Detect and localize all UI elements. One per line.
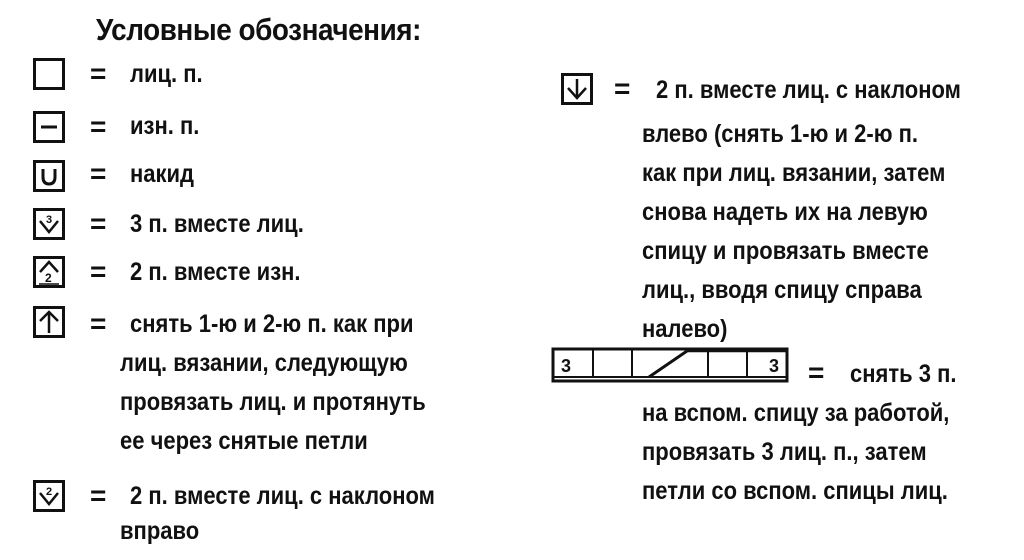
- legend-line: лиц., вводя спицу справа: [642, 276, 922, 304]
- equals-sign: =: [90, 480, 107, 511]
- cable-3-over-3-back-icon: [551, 345, 791, 385]
- equals-sign: =: [90, 111, 107, 142]
- equals-sign: =: [90, 158, 107, 189]
- symbol-mark: 2: [46, 486, 53, 498]
- legend-line: снять 1-ю и 2-ю п. как при: [130, 310, 414, 338]
- cable-mark-left: 3: [561, 356, 572, 376]
- legend-line: ее через снятые петли: [120, 427, 368, 455]
- legend-line: снять 3 п.: [850, 360, 957, 388]
- legend-item-text: [656, 71, 961, 110]
- legend-line: накид: [130, 160, 195, 188]
- legend-line: лиц. вязании, следующую: [120, 349, 408, 377]
- equals-sign: =: [808, 357, 825, 388]
- legend-item-continuation: [642, 115, 945, 349]
- legend-item-continuation: [642, 394, 949, 511]
- knit-3-together-icon: [33, 208, 65, 240]
- legend-line: 2 п. вместе лиц. с наклоном: [130, 482, 435, 510]
- legend-item-text: [130, 205, 304, 244]
- equals-sign: =: [90, 58, 107, 89]
- legend-line: петли со вспом. спицы лиц.: [642, 477, 948, 505]
- legend-line: спицу и провязать вместе: [642, 237, 929, 265]
- legend-item-text: [850, 355, 957, 394]
- knit-2-together-left-icon: [561, 73, 593, 105]
- legend-line: 2 п. вместе изн.: [130, 258, 301, 286]
- legend-line: влево (снять 1-ю и 2-ю п.: [642, 120, 919, 148]
- legend-line: вправо: [120, 517, 200, 545]
- legend-line: провязать лиц. и протянуть: [120, 388, 426, 416]
- legend-line: изн. п.: [130, 112, 200, 140]
- legend-item-text: [130, 107, 199, 146]
- equals-sign: =: [90, 208, 107, 239]
- knit-2-together-right-icon: [33, 480, 65, 512]
- legend-line: лиц. п.: [130, 60, 203, 88]
- yarn-over-icon: [33, 160, 65, 192]
- cable-mark-right: 3: [769, 356, 780, 376]
- legend-line: на вспом. спицу за работой,: [642, 399, 950, 427]
- legend-line: провязать 3 лиц. п., затем: [642, 438, 927, 466]
- purl-2-together-icon: [33, 256, 65, 288]
- legend-item-text: [130, 477, 435, 516]
- legend-line: 2 п. вместе лиц. с наклоном: [656, 76, 961, 104]
- legend-item-continuation: [120, 512, 199, 551]
- legend-item-text: [130, 305, 413, 344]
- legend-item-text: [130, 55, 203, 94]
- purl-stitch-icon: [33, 111, 65, 143]
- equals-sign: =: [90, 256, 107, 287]
- legend-item-text: [130, 253, 301, 292]
- legend-item-continuation: [120, 344, 426, 461]
- symbol-mark: 3: [46, 214, 53, 226]
- legend-line: снова надеть их на левую: [642, 198, 928, 226]
- legend-line: 3 п. вместе лиц.: [130, 210, 304, 238]
- equals-sign: =: [90, 308, 107, 339]
- legend-line: как при лиц. вязании, затем: [642, 159, 946, 187]
- knit-stitch-icon: [33, 58, 65, 90]
- equals-sign: =: [614, 73, 631, 104]
- slip-2-knit-1-pass-over-icon: [33, 306, 65, 338]
- legend-title: Условные обозначения:: [96, 12, 421, 47]
- legend-line: налево): [642, 315, 728, 343]
- symbol-mark: 2: [45, 271, 52, 285]
- legend-item-text: [130, 155, 194, 194]
